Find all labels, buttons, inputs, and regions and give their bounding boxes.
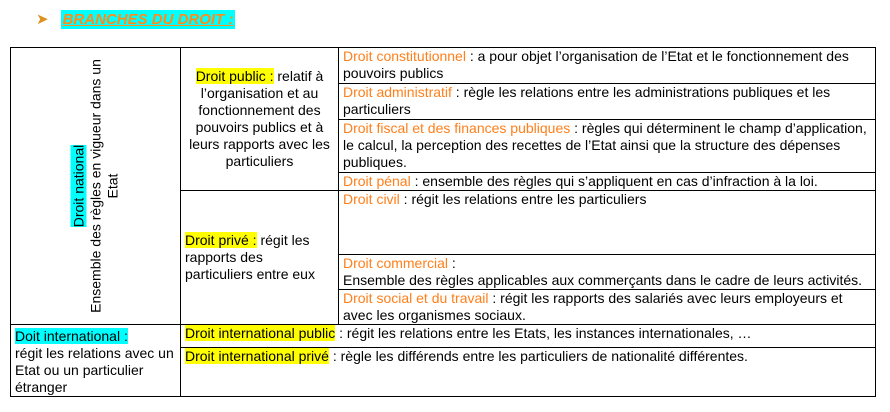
row-text-2: Ensemble des règles applicables aux commerçants dans le cadre de leurs activités. [343, 272, 863, 288]
row-name: Droit fiscal et des finances publiques [343, 119, 571, 136]
row-text: : [448, 255, 456, 271]
international-cell [11, 325, 181, 397]
international-row-prive [181, 348, 876, 397]
row-name: Droit administratif [343, 83, 452, 100]
public-cell [181, 48, 339, 191]
row-text: : régit les relations entre les Etats, les instances internationales, … [335, 325, 752, 341]
prive-row-commercial [339, 255, 876, 290]
public-desc: relatif à l’organisation et au fonctionnement des pouvoirs publics et à leurs rapports avec les particuliers [189, 68, 330, 169]
table-row [11, 325, 876, 348]
public-row-constitutionnel [339, 48, 876, 84]
prive-label: Droit privé : [185, 232, 257, 248]
national-desc: Ensemble des règles en vigueur dans un Etat [87, 59, 120, 313]
public-row-penal [339, 172, 876, 190]
row-text: : ensemble des règles qui s’appliquent en cas d’infraction à la loi. [410, 172, 818, 189]
public-row-administratif [339, 83, 876, 119]
international-row-public [181, 325, 876, 348]
row-text: : règles qui déterminent le champ d’application, le calcul, la perception des recettes de l’Etat ainsi que la structure des dépenses publiques. [343, 119, 867, 170]
public-label: Droit public : [195, 68, 274, 84]
arrow-right-icon: ➤ [36, 10, 49, 28]
row-name: Droit international privé [185, 348, 329, 364]
branches-table [10, 47, 876, 397]
national-vertical-text [70, 56, 121, 316]
row-text: : régit les rapports des salariés avec leurs employeurs et avec les organismes sociaux. [343, 290, 843, 323]
row-text: : règle les différends entre les particuliers de nationalité différentes. [328, 348, 748, 364]
public-row-fiscal [339, 119, 876, 172]
prive-cell [181, 191, 339, 325]
international-label: Doit international : [15, 328, 128, 344]
row-name: Droit international public [185, 325, 336, 341]
table-row [11, 48, 876, 84]
prive-desc: régit les rapports des particuliers entre eux [185, 232, 315, 282]
row-name: Droit constitutionnel [343, 48, 466, 64]
row-text: : régit les relations entre les particuliers [399, 191, 647, 207]
section-heading [36, 8, 235, 30]
row-name: Droit pénal [343, 172, 411, 189]
row-name: Droit commercial [343, 255, 449, 271]
national-label: Droit national [70, 144, 86, 228]
row-name: Droit social et du travail [343, 290, 489, 306]
prive-row-social [339, 290, 876, 325]
prive-row-civil [339, 191, 876, 255]
international-desc: régit les relations avec un Etat ou un particulier étranger [15, 345, 174, 395]
section-title: BRANCHES DU DROIT : [62, 10, 234, 28]
row-text: : a pour objet l’organisation de l’Etat et le fonctionnement des pouvoirs publics [343, 48, 849, 81]
row-name: Droit civil [343, 191, 400, 207]
national-cell [11, 48, 181, 325]
row-text: : règle les relations entre les administrations publiques et les particuliers [343, 83, 831, 117]
